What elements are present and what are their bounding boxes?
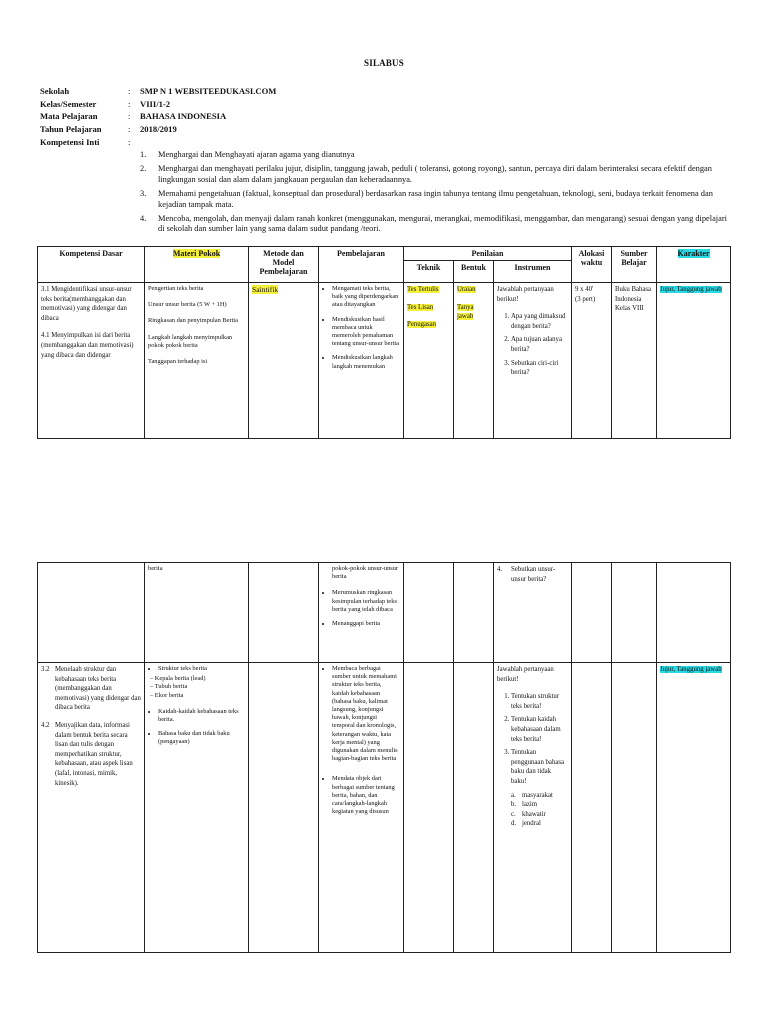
list-item: 3. Sebutkan ciri-ciri berita? [511,359,568,378]
document-title: SILABUS [364,58,404,68]
list-item: • Kaidah-kaidah kebahasaan teks berita. [158,708,245,724]
table-row [38,283,731,439]
header-alokasi: Alokasi waktu [572,247,612,283]
cell-kd [38,283,145,439]
list-item: 3. Tentukan penggunaan bahasa baku dan tidak baku! [511,748,568,786]
list-item: • Mendata objek dari berbagai sumber tentang berita, bahan, dan cara/langkah-langkah kegiatan yang disusun [332,775,400,816]
meta-row-mapel: Mata Pelajaran : BAHASA INDONESIA [40,111,227,122]
ki-item: 1. Menghargai dan Menghayati ajaran agama yang dianutnya [140,150,355,159]
meta-value: SMP N 1 WEBSITEEDUKASI.COM [140,86,277,97]
meta-row-kelas: Kelas/Semester : VIII/1-2 [40,98,171,109]
syllabus-table-page1 [37,246,731,439]
header-materi-pokok: Materi Pokok [145,247,249,283]
cell-karakter: Jujur, Tanggung jawab [657,663,731,953]
meta-label: Kompetensi Inti [40,136,100,147]
cell-pembelajaran [319,283,404,439]
list-item: • Mengamati teks berita, baik yang diperdengarkan atau ditayangkan [332,285,400,310]
cell-instrumen: Jawablah pertanyaan berikut! 1. Tentukan struktur teks berita! 2. Tentukan kaidah kebahasaan dalam teks berita! 3. Tentukan penggunaan bahasa baku dan tidak baku! a. masyarakat b. lazim c. khawatir d. jendral [494,663,572,953]
list-item: 1. Apa yang dimaksud dengan berita? [511,312,568,331]
cell-teknik: Tes Tertulis Tes Lisan Penugasan [404,283,454,439]
meta-row-ki: Kompetensi Inti : [40,136,131,147]
list-item: • Mendiskusikan hasil membaca untuk memeroleh pemahaman tentang unsur-unsur berita [332,316,400,349]
meta-value: 2018/2019 [140,124,177,135]
list-item: • Merumuskan ringkasan kesimpulan terhadap teks berita yang telah dibaca [332,589,400,614]
cell-instrumen: 4. Sebutkan unsur-unsur berita? [494,563,572,663]
list-item: 1. Tentukan struktur teks berita! [511,692,568,711]
list-item: 2. Tentukan kaidah kebahasaan dalam teks berita! [511,715,568,744]
cell-instrumen: Jawablah pertanyaan berikut! 1. Apa yang dimaksud dengan berita? 2. Apa tujuan adanya berita? 3. Sebutkan ciri-ciri berita? [494,283,572,439]
list-item: • Membaca berbagai sumber untuk memahami struktur teks berita, kaidah kebahasaan (bahasa baku, kalimat langsung, konjungsi bawah, konjungsi temporal dan kronologis, keterangan waktu, kata kerja mental) yang digunakan dalam menulis bagian-bagian teks berita [332,665,400,763]
meta-label: Sekolah [40,86,70,97]
cell-sumber: Buku Bahasa Indonesia Kelas VIII [612,283,657,439]
header-bentuk: Bentuk [454,261,494,283]
cell-materi: • Struktur teks berita – Kepala berita (lead) – Tubuh berita – Ekor berita • Kaidah-kaidah kebahasaan teks berita. • Bahasa baku dan tidak baku (pengayaan) [145,663,249,953]
header-karakter: Karakter [657,247,731,283]
list-item: • Mendiskusikan langkah langkah menemukan [332,354,400,370]
meta-label: Kelas/Semester [40,98,97,109]
list-item: • Bahasa baku dan tidak baku (pengayaan) [158,730,245,746]
meta-row-sekolah: Sekolah : SMP N 1 WEBSITEEDUKASI.COM [40,86,277,97]
meta-value: VIII/1-2 [140,98,171,109]
syllabus-table-page2 [37,562,731,953]
table-row [38,663,731,953]
header-teknik: Teknik [404,261,454,283]
identity-block [40,85,276,148]
cell-pembelajaran: pokok-pokok unsur-unsur berita • Merumuskan ringkasan kesimpulan terhadap teks berita yang telah dibaca • Menanggapi berita [319,563,404,663]
meta-label: Tahun Pelajaran [40,124,102,135]
header-sumber: Sumber Belajar [612,247,657,283]
cell-alokasi: 9 x 40' (3 pert) [572,283,612,439]
table-row [38,563,731,663]
header-pembelajaran: Pembelajaran [319,247,404,283]
cell-materi: berita [145,563,249,663]
meta-row-tahun: Tahun Pelajaran : 2018/2019 [40,124,177,135]
kompetensi-inti-list [140,150,730,239]
ki-item: 2. Menghargai dan menghayati perilaku jujur, disiplin, tanggung jawab, peduli ( toleransi, gotong royong), santun, percaya diri dalam berinteraksi secara efektif dengan lingkungan sosial dan alam dalam jangkauan pergaulan dan keberadaannya. [140,164,712,184]
cell-kd: 3.2 Menelaah struktur dan kebahasaan teks berita (membanggakan dan memotivasi) yang didengar dan dibaca berita 4.2 Menyajikan data, informasi dalam bentuk berita secara lisan dan tulis dengan memperhatikan struktur, kebahasaan, atau aspek lisan (lafal, intonasi, mimik, kinesik). [38,663,145,953]
header-kompetensi-dasar: Kompetensi Dasar [38,247,145,283]
meta-label: Mata Pelajaran [40,111,98,122]
cell-karakter: Jujur, Tanggung jawab [657,283,731,439]
cell-metode: Saintifik [249,283,319,439]
header-metode: Metode dan Model Pembelajaran [249,247,319,283]
list-item: • Menanggapi berita [332,620,400,628]
list-item: 2. Apa tujuan adanya berita? [511,335,568,354]
cell-pembelajaran [319,663,404,953]
kd-text: 3.1 Mengidentifikasi unsur-unsur teks berita(membanggakan dan memotivasi) yang didengar dan dibaca [41,286,132,322]
cell-materi: Pengertian teks berita Unsur unsur berita (5 W + 1H) Ringkasan dan penyimpulan Berita Langkah langkah menyimpulkan pokok pokok berita Tanggapan terhadap isi [145,283,249,439]
meta-value: BAHASA INDONESIA [140,111,227,122]
kd-text: 4.1 Menyimpulkan isi dari berita (membanggakan dan memotivasi) yang dibaca dan didengar [41,332,134,359]
ki-item: 4. Mencoba, mengolah, dan menyaji dalam ranah konkret (menggunakan, mengurai, merangkai, memodifikasi, menggambar, dan mengarang) sesuai dengan yang dipelajari di sekolah dan sumber lain yang sama dalam sudut pandang /teori. [140,214,727,234]
ki-item: 3. Memahami pengetahuan (faktual, konseptual dan prosedural) berdasarkan rasa ingin tahunya tentang ilmu pengetahuan, teknologi, seni, budaya terkait fenomena dan kejadian tampak mata. [140,189,713,209]
header-instrumen: Instrumen [494,261,572,283]
cell-bentuk: Uraian Tanya jawab [454,283,494,439]
header-penilaian: Penilaian [404,247,572,261]
